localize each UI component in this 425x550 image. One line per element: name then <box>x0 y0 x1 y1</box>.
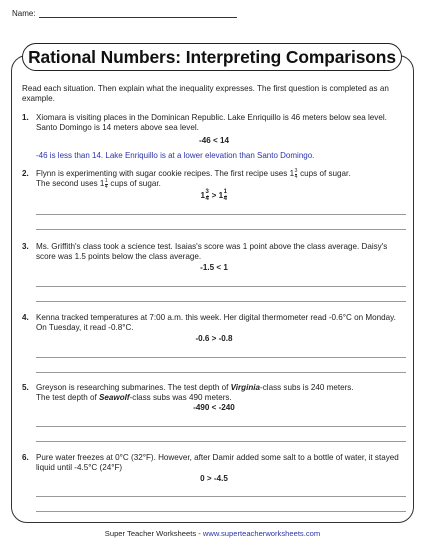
question-text: Flynn is experimenting with sugar cookie recipes. The first recipe uses 1 $\frac{3}{4}$ cups of sugar. The second uses 1 $\frac{1}{4}$ cups of sugar. <box>36 168 351 190</box>
question-text: Xiomara is visiting places in the Dominican Republic. Lake Enriquillo is 46 meters below sea level. Santo Domingo is 14 meters above sea level. <box>36 113 387 132</box>
instructions: Read each situation. Then explain what the inequality expresses. The first question is completed as an example. <box>22 84 389 103</box>
fraction: $\frac{3}{4}$ <box>294 168 298 180</box>
question-text: Pure water freezes at 0°C (32°F). However, after Damir added some salt to a bottle of water, it stayed liquid until -4.5°C (24°F) <box>36 453 399 472</box>
answer-line[interactable] <box>36 511 406 512</box>
page-title: Rational Numbers: Interpreting Comparisons <box>28 46 396 67</box>
answer-line[interactable] <box>36 426 406 427</box>
answer-line[interactable] <box>36 286 406 287</box>
question-number: 1. <box>22 113 29 122</box>
question-1 <box>22 113 406 133</box>
fraction: $\frac{3}{4}$ <box>205 189 209 202</box>
answer-line[interactable] <box>36 214 406 215</box>
question-5 <box>22 383 406 403</box>
question-2 <box>22 169 406 189</box>
answer-line[interactable] <box>36 357 406 358</box>
title-banner <box>22 43 402 71</box>
question-3 <box>22 242 406 262</box>
answer-line[interactable] <box>36 301 406 302</box>
inequality-1: -46 < 14 <box>199 136 229 145</box>
name-input-line[interactable] <box>39 10 237 18</box>
question-number: 5. <box>22 383 29 392</box>
answer-line[interactable] <box>36 496 406 497</box>
answer-line[interactable] <box>36 372 406 373</box>
fraction: $\frac{1}{4}$ <box>223 189 227 202</box>
question-4 <box>22 313 406 333</box>
inequality-5: -490 < -240 <box>193 403 235 412</box>
question-number: 6. <box>22 453 29 462</box>
footer-site: Super Teacher Worksheets - <box>104 529 203 538</box>
inequality-6: 0 > -4.5 <box>200 474 228 483</box>
example-answer: -46 is less than 14. Lake Enriquillo is at a lower elevation than Santo Domingo. <box>36 151 315 160</box>
fraction: $\frac{1}{4}$ <box>104 178 108 190</box>
answer-line[interactable] <box>36 229 406 230</box>
name-field-row <box>12 9 237 18</box>
inequality-2: 1 $\frac{3}{4}$ > 1 $\frac{1}{4}$ <box>200 189 227 202</box>
question-6 <box>22 453 406 473</box>
answer-line[interactable] <box>36 441 406 442</box>
question-text: Greyson is researching submarines. The test depth of Virginia-class subs is 240 meters. The test depth of Seawolf-class subs was 490 meters. <box>36 383 354 402</box>
name-label: Name: <box>12 9 36 18</box>
footer-url[interactable]: www.superteacherworksheets.com <box>202 529 321 538</box>
question-text: Kenna tracked temperatures at 7:00 a.m. this week. Her digital thermometer read -0.6°C on Monday. On Tuesday, it read -0.8°C. <box>36 313 396 332</box>
question-text: Ms. Griffith's class took a science test. Isaias's score was 1 point above the class average. Daisy's score was 1.5 points below the class average. <box>36 242 388 261</box>
inequality-3: -1.5 < 1 <box>200 263 228 272</box>
question-number: 3. <box>22 242 29 251</box>
footer <box>0 529 425 538</box>
inequality-4: -0.6 > -0.8 <box>195 334 233 343</box>
question-number: 4. <box>22 313 29 322</box>
question-number: 2. <box>22 169 29 178</box>
